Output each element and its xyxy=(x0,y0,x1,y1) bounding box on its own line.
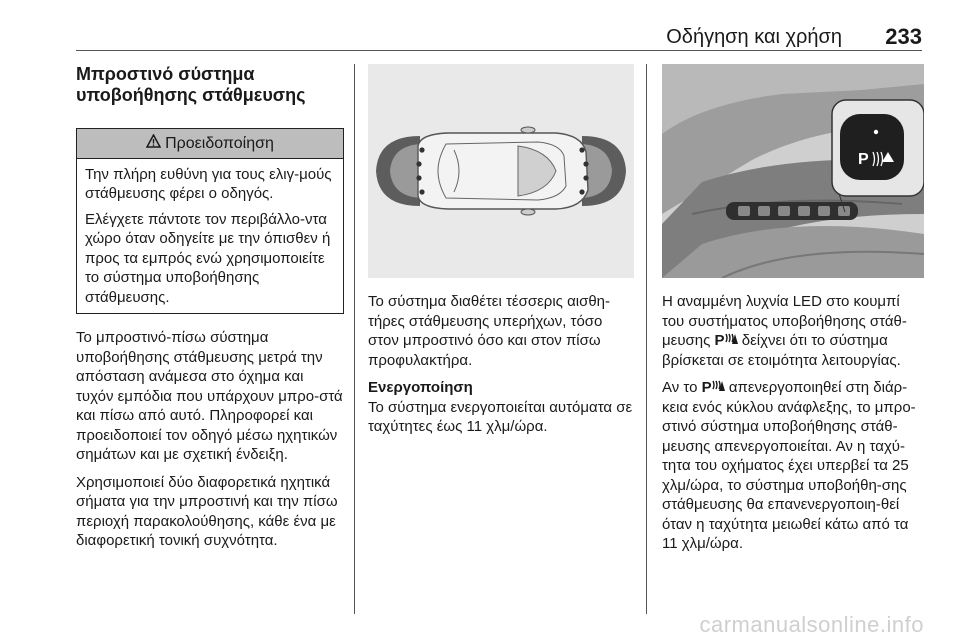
column-right xyxy=(662,64,924,562)
page-section-title: Οδήγηση και χρήση xyxy=(666,26,842,48)
body-paragraph-1: Το μπροστινό-πίσω σύστημα υποβοήθησης στάθμευσης μετρά την απόσταση ανάμεσα στο όχημα και τυχόν εμπόδια που υπάρχουν μπρο-στά και πίσω από αυτό. Πληροφορεί και προειδοποιεί τον οδηγό μέσω ηχητικών σημάτων και με σχετική ένδειξη. xyxy=(76,329,343,463)
led-paragraph: Η αναμμένη λυχνία LED στο κουμπί του συστήματος υποβοήθησης στάθ-μευσης P δείχνει ότι το σύστημα βρίσκεται σε ετοιμότητα λειτουργίας. xyxy=(662,293,907,369)
activation-heading: Ενεργοποίηση xyxy=(368,379,473,396)
dashboard-button-illustration xyxy=(662,64,924,278)
warning-triangle-icon xyxy=(146,134,161,154)
deactivation-paragraph: Αν το P απενεργοποιηθεί στη διάρ-κεια ενός κύκλου ανάφλεξης, το μπρο-στινό σύστημα υποβοήθησης στάθ-μευσης απενεργοποιείται. Αν η ταχύ-τητα του οχήματος έχει υπερβεί τα 25 χλμ/ώρα, το σύστημα υποβοήθη-σης στάθμευσης θα επανενεργοποιη-θεί όταν η ταχύτητα μειωθεί κάτω από τα 11 χλμ/ώρα. xyxy=(662,379,916,552)
sensor-zones-illustration xyxy=(368,64,634,278)
column-divider-1 xyxy=(354,64,355,614)
warning-paragraph-2: Ελέγχετε πάντοτε τον περιβάλλο-ντα χώρο όταν οδηγείτε με την όπισθεν ή προς τα εμπρός ενώ χρησιμοποιείτε το σύστημα υποβοήθησης στάθμευσης. xyxy=(85,210,331,306)
warning-paragraph-1: Την πλήρη ευθύνη για τους ελιγ-μούς στάθμευσης φέρει ο οδηγός. xyxy=(85,165,332,202)
warning-box xyxy=(76,128,344,314)
sensors-paragraph: Το σύστημα διαθέτει τέσσερις αισθη-τήρες στάθμευσης υπερήχων, τόσο στον μπροστινό όσο και στον πίσω προφυλακτήρα. xyxy=(368,293,611,369)
park-assist-icon: P xyxy=(702,378,725,398)
park-assist-icon: P xyxy=(715,331,738,351)
page-number: 233 xyxy=(885,24,922,49)
column-divider-2 xyxy=(646,64,647,614)
column-middle xyxy=(368,64,634,445)
warning-title: Προειδοποίηση xyxy=(165,135,274,152)
body-paragraph-2: Χρησιμοποιεί δύο διαφορετικά ηχητικά σήματα για την μπροστινή και την πίσω περιοχή παρακολούθησης, κάθε ένα με διαφορετική τονική συχνότητα. xyxy=(76,473,338,549)
column-left xyxy=(76,64,344,559)
svg-text:P: P xyxy=(858,151,869,168)
warning-header xyxy=(77,129,343,159)
watermark-brand: carmanualsonline.info xyxy=(699,612,924,637)
activation-paragraph: Το σύστημα ενεργοποιείται αυτόματα σε ταχύτητες έως 11 χλμ/ώρα. xyxy=(368,398,633,435)
section-heading: Μπροστινό σύστημα υποβοήθησης στάθμευσης xyxy=(76,64,306,105)
warning-body xyxy=(77,159,343,314)
page-header xyxy=(76,20,922,51)
